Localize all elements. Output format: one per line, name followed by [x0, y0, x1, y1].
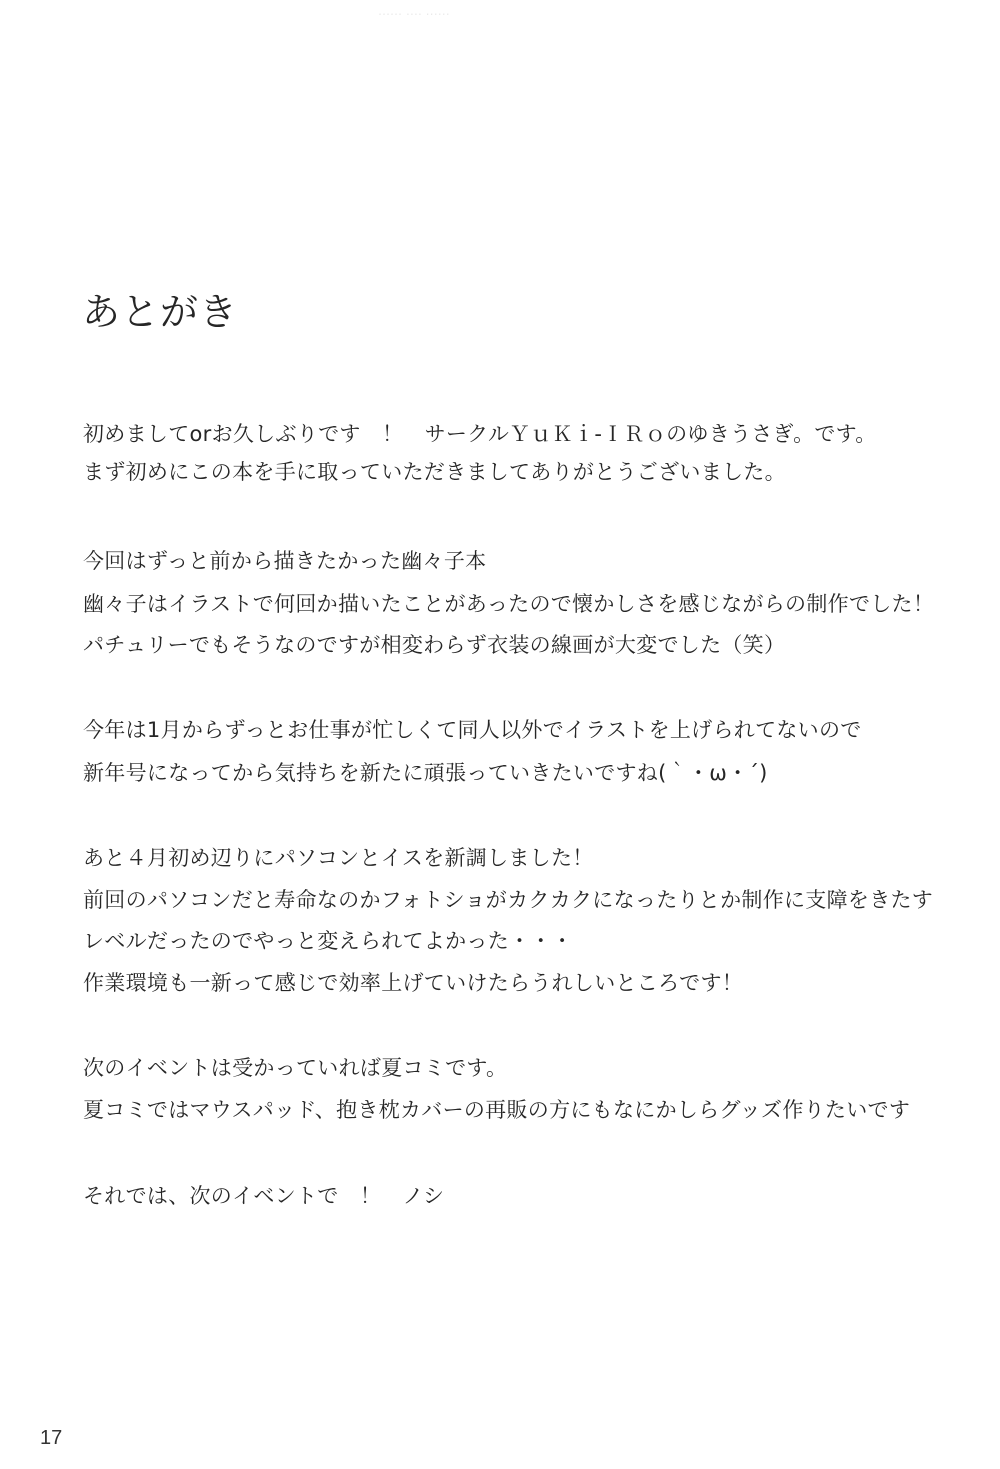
paragraph-4-line-1: あと４月初め辺りにパソコンとイスを新調しました！: [83, 846, 594, 870]
page-number: 17: [40, 1427, 63, 1449]
paragraph-6-line-1: それでは、次のイベントで ！ ノシ: [83, 1184, 445, 1208]
paragraph-5-line-2: 夏コミではマウスパッド、抱き枕カバーの再販の方にもなにかしらグッズ作りたいです: [83, 1098, 911, 1122]
paragraph-4-line-3: レベルだったのでやっと変えられてよかった・・・: [83, 929, 573, 953]
paragraph-1-line-2: まず初めにこの本を手に取っていただきましてありがとうございました。: [83, 460, 786, 484]
paragraph-2-line-2: 幽々子はイラストで何回か描いたことがあったので懐かしさを感じながらの制作でした！: [83, 592, 935, 616]
page-title: あとがき: [82, 290, 239, 334]
paragraph-4-line-4: 作業環境も一新って感じで効率上げていけたらうれしいところです！: [83, 971, 744, 995]
paragraph-4-line-2: 前回のパソコンだと寿命なのかフォトショがカクカクになったりとか制作に支障をきたす: [83, 888, 934, 912]
paragraph-3-line-1: 今年は1月からずっとお仕事が忙しくて同人以外でイラストを上げられてないので: [83, 718, 862, 742]
bleed-through-marks: ‥‥‥ ‥‥ ‥‥‥: [378, 4, 450, 18]
paragraph-2-line-1: 今回はずっと前から描きたかった幽々子本: [83, 549, 487, 573]
paragraph-5-line-1: 次のイベントは受かっていれば夏コミです。: [83, 1056, 508, 1080]
paragraph-1-line-1: 初めましてorお久しぶりです ！ サークルＹｕＫｉ-ＩＲｏのゆきうさぎ。です。: [83, 422, 877, 446]
paragraph-2-line-3: パチュリーでもそうなのですが相変わらず衣装の線画が大変でした（笑）: [83, 633, 786, 657]
paragraph-3-line-2: 新年号になってから気持ちを新たに頑張っていきたいですね(｀・ω・´): [83, 761, 768, 785]
